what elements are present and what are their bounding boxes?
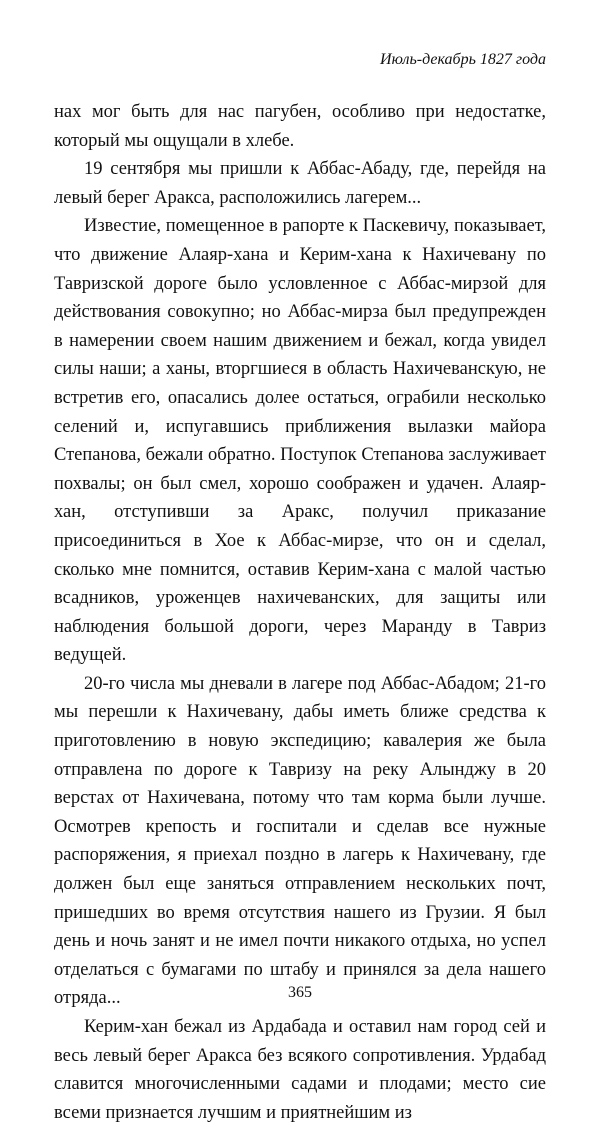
paragraph: Известие, помещенное в рапорте к Паскевичу, показывает, что движение Алаяр-хана и Керим-хана к Нахичевану по Тавризской дороге было условленное с Аббас-мирзой для действования совокупно; но Аббас-мирза был предупрежден в намерении своем нашим движением и бежал, когда увидел силы наши; а ханы, вторгшиеся в область Нахичеванскую, не встретив его, опасались долее остаться, ограбили несколько селений и, испугавшись приближения вылазки майора Степанова, бежали обратно. Поступок Степанова заслуживает похвалы; он был смел, хорошо соображен и удачен. Алаяр-хан, отступивши за Аракс, получил приказание присоединиться в Хое к Аббас-мирзе, что он и сделал, сколько мне помнится, оставив Керим-хана с малой частью всадников, уроженцев нахичеванских, для защиты или наблюдения большой дороги, через Маранду в Тавриз ведущей. [54, 216, 546, 666]
running-head: Июль-декабрь 1827 года [380, 51, 546, 68]
body-text [54, 98, 546, 1127]
page-number: 365 [288, 984, 312, 1001]
paragraph-continued: нах мог быть для нас пагубен, особливо при недостатке, который мы ощущали в хлебе. [54, 102, 546, 151]
paragraph: Керим-хан бежал из Ардабада и оставил нам город сей и весь левый берег Аракса без всякого сопротивления. Урдабад славится многочисленными садами и плодами; место сие всеми признается лучшим и приятнейшим из [54, 1017, 546, 1123]
paragraph: 19 сентября мы пришли к Аббас-Абаду, где, перейдя на левый берег Аракса, расположились лагерем... [54, 159, 546, 208]
paragraph: 20-го числа мы дневали в лагере под Аббас-Абадом; 21-го мы перешли к Нахичевану, дабы иметь ближе средства к приготовлению в новую экспедицию; кавалерия же была отправлена по дороге к Тавризу на реку Алынджу в 20 верстах от Нахичевана, потому что там корма были лучше. Осмотрев крепость и госпитали и сделав все нужные распоряжения, я приехал поздно в лагерь к Нахичевану, где должен был еще заняться отправлением нескольких почт, пришедших во время отсутствия нашего из Грузии. Я был день и ночь занят и не имел почти никакого отдыха, но успел отделаться с бумагами по штабу и принялся за дела нашего отряда... [54, 673, 546, 1009]
